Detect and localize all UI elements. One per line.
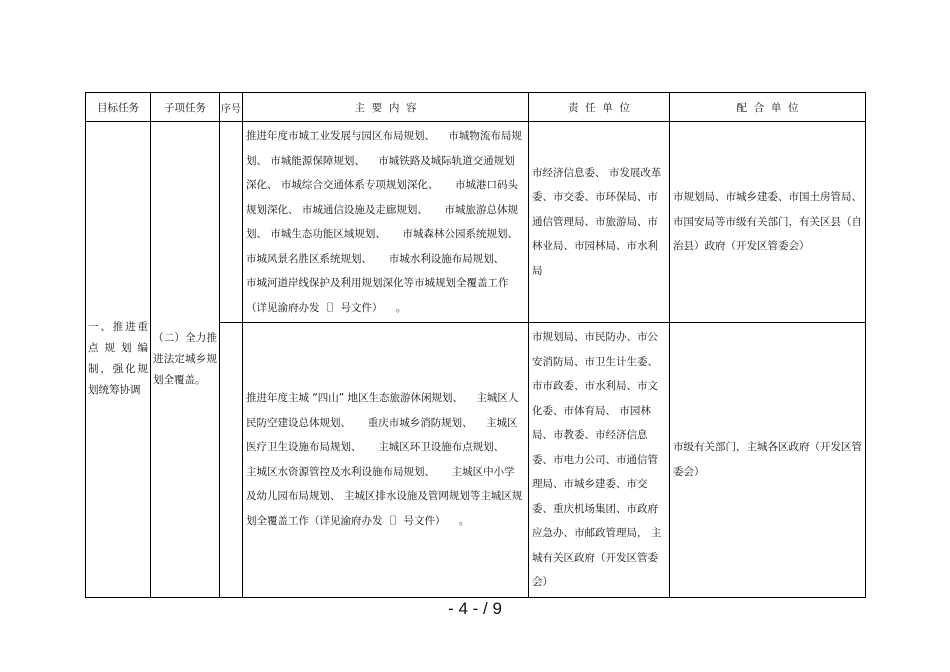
content-text: 推进年度主城 “四山” 地区生态旅游休闲规划、 主城区人民防空建设总体规划、 重庆市城乡消防规划、 主城区医疗卫生设施布局规划、 主城区环卫设施布点规划、 主城区水资源管控及水利设施布局规划、 主城区中小学及幼儿园布局规划、 主城区排水设施及管网规划等主城区规划全覆盖工作（详见渝府办发〔〕号文件） 。 [246,392,523,527]
content-cell [243,323,529,598]
responsible-text: 市经济信息委、 市发展改革委、市交委、市环保局、市通信管理局、市旅游局、市林业局、市园林局、市水利局 [532,166,662,277]
goal-text: 一、推进重点规划编制，强化规划统筹协调 [88,321,148,397]
responsible-text: 市规划局、市民防办、市公安消防局、市卫生计生委、市市政委、市水利局、市文化委、市体育局、 市园林局、市教委、市经济信息委、市电力公司、市通信管理局、市城乡建委、市交委、重庆机场集团、市政府应急办、市邮政管理局， 主城有关区政府（开发区管委会） [532,331,662,588]
content-cell [243,122,529,323]
content-text: 推进年度市城工业发展与园区布局规划、 市城物流布局规划、 市城能源保障规划、 市城铁路及城际轨道交通规划深化、 市城综合交通体系专项规划深化、 市城港口码头规划深化、 市城通信设施及走廊规划、 市城旅游总体规划、 市城生态功能区域规划、 市城森林公园系统规划、市城风景名胜区系统规划、 市城水利设施布局规划、 市城河道岸线保护及利用规划深化等市城规划全覆盖工作（详见渝府办发〔〕号文件） 。 [246,130,522,314]
header-cooperating: 配 合 单 位 [670,93,866,122]
responsible-cell [529,122,670,323]
page-number: - 4 - / 9 [448,599,502,618]
header-seq: 序号 [220,93,243,122]
cooperating-text: 市级有关部门，主城各区政府（开发区管委会） [673,441,862,478]
seq-cell [220,122,243,323]
seq-cell [220,323,243,598]
header-subtask: 子项任务 [151,93,220,122]
goal-cell [86,122,151,598]
table-row [86,122,866,323]
table-header-row [86,93,866,122]
header-goal: 目标任务 [86,93,151,122]
header-content: 主 要 内 容 [243,93,529,122]
task-table [85,92,866,598]
subtask-text: （二）全力推进法定城乡规划全覆盖。 [153,331,217,386]
cooperating-cell [670,323,866,598]
responsible-cell [529,323,670,598]
cooperating-cell [670,122,866,323]
header-responsible: 责 任 单 位 [529,93,670,122]
cooperating-text: 市规划局、市城乡建委、市国土房管局、市国安局等市级有关部门，有关区县（自治县）政府（开发区管委会） [673,191,862,253]
subtask-cell [151,122,220,598]
